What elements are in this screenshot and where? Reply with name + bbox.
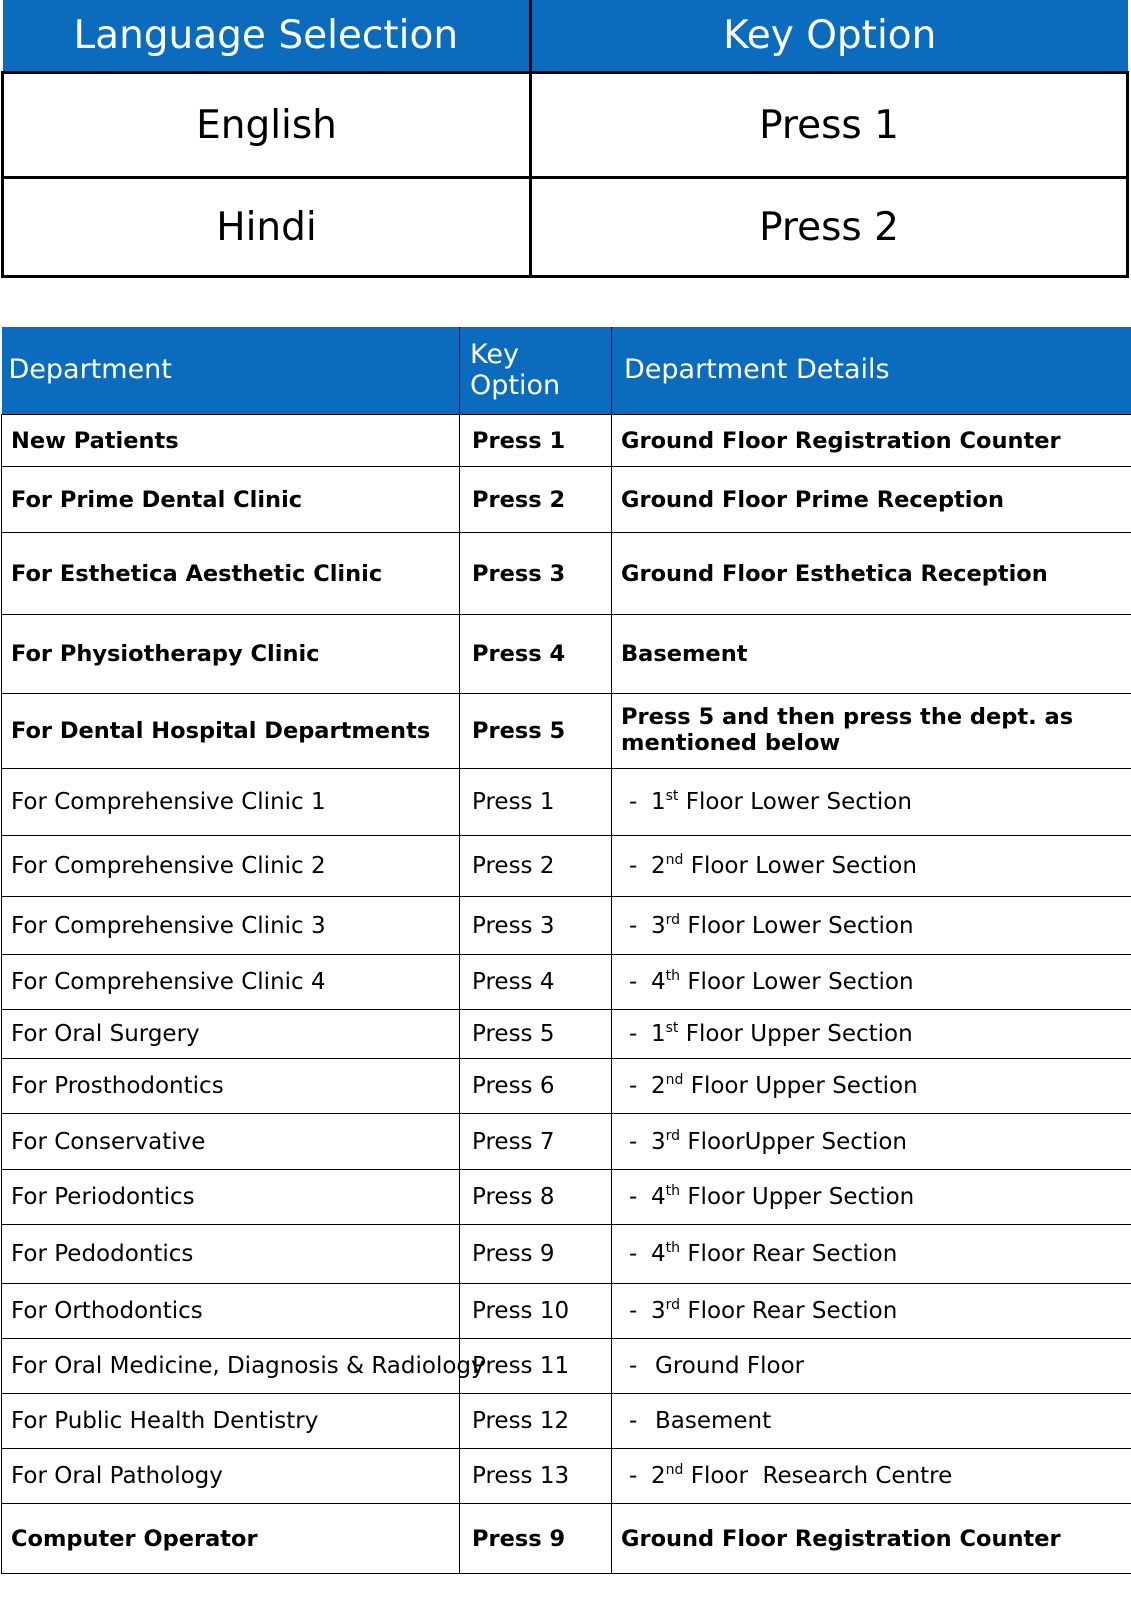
floor-number: 1 (651, 789, 666, 815)
key-cell: Press 3 (460, 533, 612, 615)
ordinal-suffix: th (665, 1240, 681, 1256)
table-row (2, 1504, 1131, 1574)
department-details-column-header: Department Details (624, 354, 890, 386)
language-table-header (3, 0, 1128, 73)
department-cell: For Pedodontics (2, 1225, 460, 1284)
location-text: Ground Floor (655, 1353, 805, 1379)
department-details-cell (612, 1114, 1131, 1170)
table-row (3, 73, 1128, 178)
department-details-cell: Ground Floor Esthetica Reception (612, 533, 1131, 615)
department-details-cell: Ground Floor Prime Reception (612, 467, 1131, 533)
department-cell: For Orthodontics (2, 1284, 460, 1339)
department-cell: For Esthetica Aesthetic Clinic (2, 533, 460, 615)
dash-marker: - (629, 1073, 638, 1099)
table-row (2, 1449, 1131, 1504)
department-cell: For Comprehensive Clinic 2 (2, 836, 460, 897)
location-text: Floor Upper Section (680, 1184, 915, 1210)
department-details-cell: Ground Floor Registration Counter (612, 1504, 1131, 1574)
language-selection-table (1, 0, 1129, 278)
table-row (2, 836, 1131, 897)
department-details-cell: Ground Floor Registration Counter (612, 415, 1131, 467)
key-cell: Press 7 (460, 1114, 612, 1170)
location-text: Floor Research Centre (683, 1463, 953, 1489)
floor-number: 3 (651, 1298, 666, 1324)
table-row (3, 178, 1128, 277)
key-cell: Press 1 (460, 415, 612, 467)
ordinal-suffix: th (665, 968, 681, 984)
key-cell: Press 4 (460, 955, 612, 1010)
dash-marker: - (629, 1021, 638, 1047)
table-row (2, 1010, 1131, 1059)
key-cell: Press 11 (460, 1339, 612, 1394)
ordinal-suffix: rd (665, 911, 681, 928)
department-details-cell (612, 955, 1131, 1010)
department-cell: For Oral Surgery (2, 1010, 460, 1059)
department-cell: For Prime Dental Clinic (2, 467, 460, 533)
department-cell: For Comprehensive Clinic 1 (2, 769, 460, 836)
location-text: Floor Rear Section (680, 1298, 898, 1324)
table-row (2, 1059, 1131, 1114)
key-option-column-header: Key Option (723, 13, 937, 58)
department-cell: For Comprehensive Clinic 3 (2, 897, 460, 955)
department-details-cell (612, 1394, 1131, 1449)
key-cell: Press 6 (460, 1059, 612, 1114)
ordinal-suffix: nd (665, 1462, 684, 1478)
floor-number: 3 (651, 1128, 666, 1155)
dash-marker: - (629, 853, 638, 879)
key-cell: Press 3 (460, 897, 612, 955)
key-cell: Press 5 (460, 1010, 612, 1059)
floor-number: 2 (651, 1073, 666, 1099)
department-details-cell (612, 1059, 1131, 1114)
floor-number: 4 (651, 969, 666, 995)
department-cell: For Comprehensive Clinic 4 (2, 955, 460, 1010)
department-column-header: Department (2, 327, 460, 415)
table-row (2, 769, 1131, 836)
dash-marker: - (629, 1408, 638, 1434)
department-cell: For Prosthodontics (2, 1059, 460, 1114)
key-cell: Press 9 (460, 1504, 612, 1574)
location-text: Floor Lower Section (680, 912, 914, 939)
key-cell: Press 5 (460, 694, 612, 769)
floor-number: 4 (651, 1241, 666, 1267)
table-row (2, 533, 1131, 615)
department-table-header (2, 327, 1131, 415)
department-cell: Computer Operator (2, 1504, 460, 1574)
floor-number: 3 (651, 912, 666, 939)
language-cell: Hindi (3, 178, 531, 277)
key-cell: Press 10 (460, 1284, 612, 1339)
location-text: Floor Upper Section (678, 1021, 913, 1047)
table-row (2, 1284, 1131, 1339)
dash-marker: - (629, 789, 638, 815)
department-details-cell: Press 5 and then press the dept. as mentioned below (612, 694, 1131, 769)
floor-number: 2 (651, 853, 666, 879)
department-cell: For Periodontics (2, 1170, 460, 1225)
table-row (2, 1170, 1131, 1225)
dash-marker: - (629, 1184, 638, 1210)
location-text: Floor Upper Section (683, 1073, 918, 1099)
department-details-cell (612, 769, 1131, 836)
location-text: FloorUpper Section (680, 1128, 907, 1155)
table-row (2, 615, 1131, 694)
dash-marker: - (629, 1353, 638, 1379)
department-cell: For Dental Hospital Departments (2, 694, 460, 769)
ordinal-suffix: st (665, 1020, 679, 1036)
key-cell: Press 2 (531, 178, 1128, 277)
department-cell: For Oral Pathology (2, 1449, 460, 1504)
department-cell: For Public Health Dentistry (2, 1394, 460, 1449)
language-cell: English (3, 73, 531, 178)
ordinal-suffix: rd (665, 1297, 681, 1313)
key-cell: Press 8 (460, 1170, 612, 1225)
location-text: Floor Rear Section (680, 1241, 898, 1267)
ordinal-suffix: nd (665, 1072, 684, 1088)
dash-marker: - (629, 912, 638, 939)
department-cell: For Conservative (2, 1114, 460, 1170)
key-cell: Press 4 (460, 615, 612, 694)
department-table (1, 327, 1131, 1574)
key-option-column-header: Key Option (460, 327, 612, 415)
department-details-cell: Basement (612, 615, 1131, 694)
table-row (2, 955, 1131, 1010)
key-cell: Press 2 (460, 467, 612, 533)
table-row (2, 415, 1131, 467)
department-details-cell (612, 1284, 1131, 1339)
key-cell: Press 12 (460, 1394, 612, 1449)
department-details-cell (612, 897, 1131, 955)
table-row (2, 467, 1131, 533)
key-cell: Press 2 (460, 836, 612, 897)
floor-number: 2 (651, 1463, 666, 1489)
ordinal-suffix: st (665, 788, 679, 804)
dash-marker: - (629, 969, 638, 995)
table-row (2, 1114, 1131, 1170)
table-row (2, 1339, 1131, 1394)
table-row (2, 1225, 1131, 1284)
department-cell: For Physiotherapy Clinic (2, 615, 460, 694)
table-row (2, 897, 1131, 955)
ordinal-suffix: nd (665, 852, 684, 868)
key-cell: Press 1 (460, 769, 612, 836)
location-text: Floor Lower Section (678, 789, 912, 815)
department-details-cell (612, 1339, 1131, 1394)
location-text: Floor Lower Section (683, 853, 917, 879)
department-details-cell (612, 1449, 1131, 1504)
key-cell: Press 1 (531, 73, 1128, 178)
language-column-header: Language Selection (3, 0, 531, 73)
dash-marker: - (629, 1463, 638, 1489)
department-details-cell (612, 1170, 1131, 1225)
ordinal-suffix: rd (665, 1127, 681, 1144)
dash-marker: - (629, 1128, 638, 1155)
floor-number: 1 (651, 1021, 666, 1047)
key-cell: Press 9 (460, 1225, 612, 1284)
dash-marker: - (629, 1241, 638, 1267)
department-cell: For Oral Medicine, Diagnosis & Radiology (2, 1339, 460, 1394)
floor-number: 4 (651, 1184, 666, 1210)
table-row (2, 694, 1131, 769)
ordinal-suffix: th (665, 1183, 681, 1199)
key-cell: Press 13 (460, 1449, 612, 1504)
location-text: Floor Lower Section (680, 969, 914, 995)
dash-marker: - (629, 1298, 638, 1324)
department-details-cell (612, 836, 1131, 897)
table-row (2, 1394, 1131, 1449)
department-details-cell (612, 1225, 1131, 1284)
department-cell: New Patients (2, 415, 460, 467)
location-text: Basement (655, 1408, 772, 1434)
department-details-cell (612, 1010, 1131, 1059)
